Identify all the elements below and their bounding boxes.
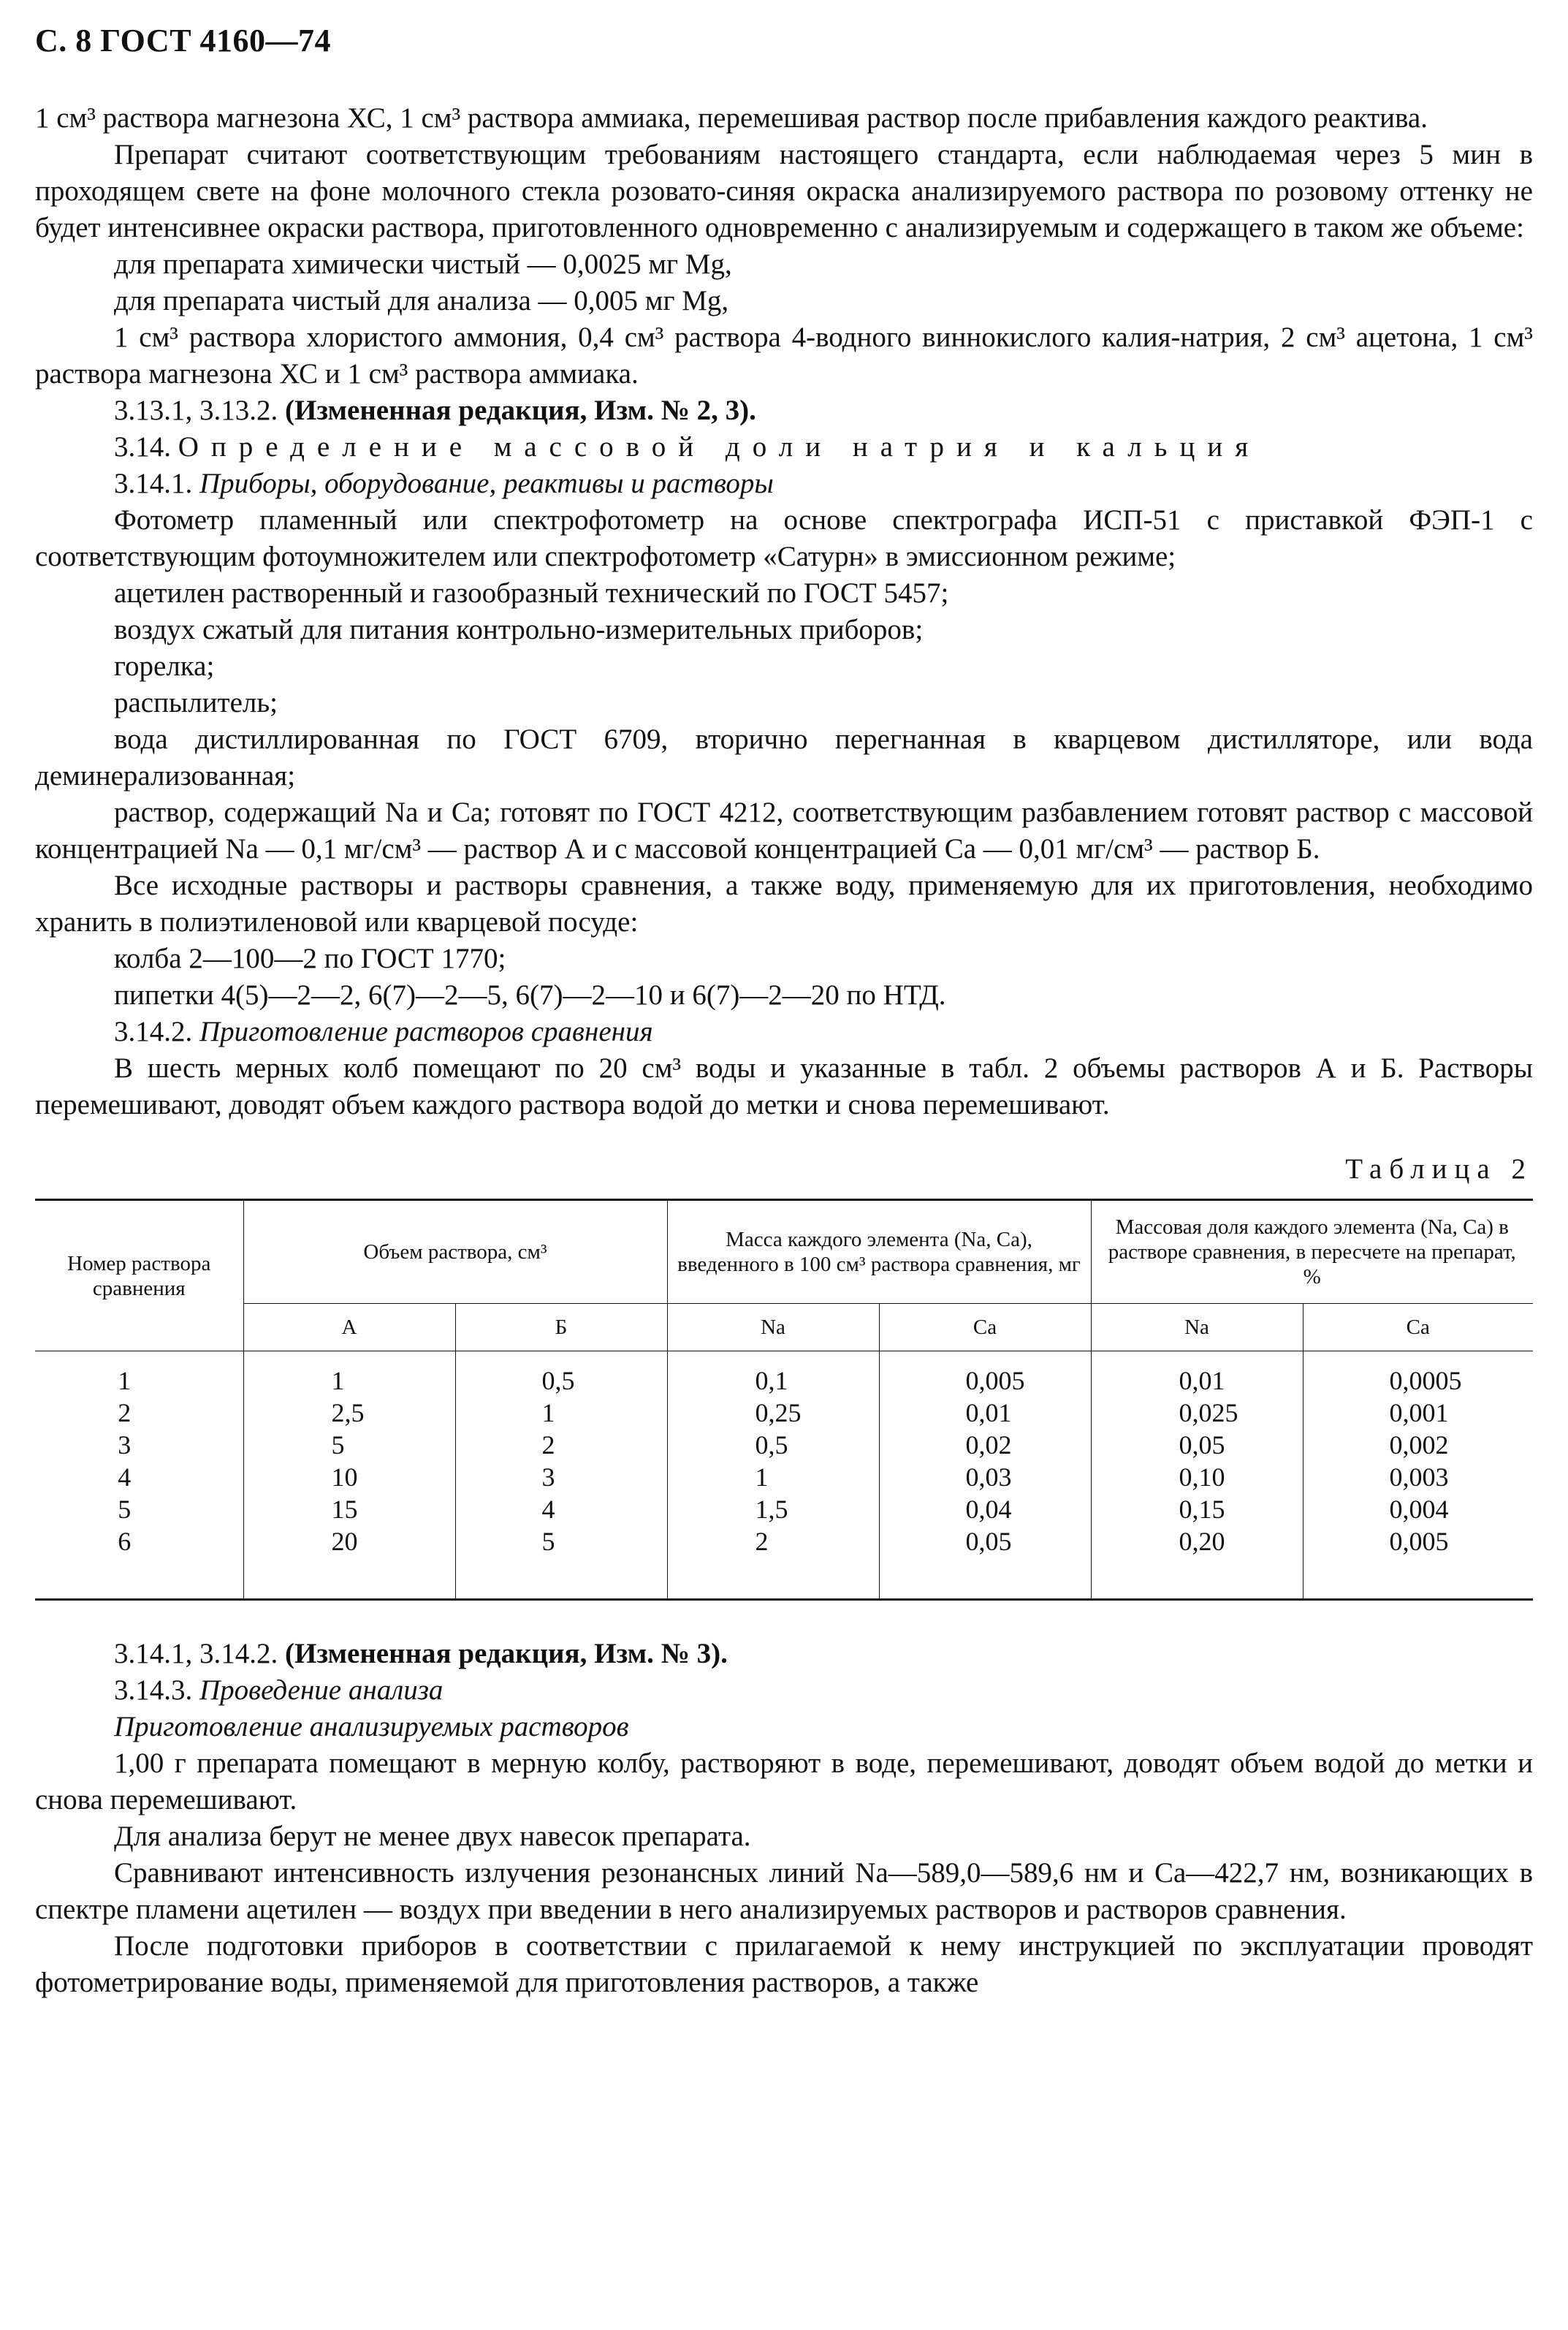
list-item: пипетки 4(5)—2—2, 6(7)—2—5, 6(7)—2—10 и 6(7)—2—20 по НТД. [114,979,946,1011]
table-cell: 1 [455,1397,667,1429]
table-cell: 4 [455,1493,667,1525]
table-cell: 0,5 [667,1429,879,1461]
column-header-volume: Объем раствора, см³ [243,1200,667,1304]
subheader-na-mass: Na [667,1304,879,1351]
table-row [35,1351,1533,1397]
table-cell: 5 [118,1495,132,1524]
section-number: 3.14. [114,431,178,463]
document-page [35,22,1533,2001]
paragraph: Для анализа берут не менее двух навесок препарата. [114,1821,751,1852]
section-number: 3.14.3. [114,1674,199,1706]
table-cell: 0,05 [1091,1429,1303,1461]
table-cell: 0,01 [1091,1351,1303,1397]
section-number: 3.14.1, 3.14.2. [114,1638,285,1669]
table-cell: 0,001 [1303,1397,1533,1429]
table-cell: 2,5 [243,1397,455,1429]
subsection-heading [35,1672,1533,1709]
table-cell: 10 [243,1461,455,1493]
subheader-a: А [243,1304,455,1351]
table-row [35,1397,1533,1429]
subheader-ca-fraction: Ca [1303,1304,1533,1351]
paragraph: Все исходные растворы и растворы сравнения, а также воду, применяемую для их приготовления, необходимо хранить в полиэтиленовой или кварцевой посуде: [35,870,1533,938]
list-item: для препарата чистый для анализа — 0,005 мг Mg, [114,285,729,316]
table-cell: 0,15 [1091,1493,1303,1525]
paragraph: В шесть мерных колб помещают по 20 см³ воды и указанные в табл. 2 объемы растворов А и Б. Растворы перемешивают, доводят объем каждого раствора водой до метки и снова перемешивают. [35,1052,1533,1120]
table-cell: 0,01 [879,1397,1091,1429]
table-cell: 0,004 [1303,1493,1533,1525]
paragraph: 1 см³ раствора хлористого аммония, 0,4 см³ раствора 4-водного виннокислого калия-натрия, 2 см³ ацетона, 1 см³ раствора магнезона ХС и 1 см³ раствора аммиака. [35,322,1533,390]
paragraph: 1,00 г препарата помещают в мерную колбу, растворяют в воде, перемешивают, доводят объем водой до метки и снова перемешивают. [35,1748,1533,1815]
table-cell: 20 [243,1525,455,1600]
edit-note-text: (Измененная редакция, Изм. № 2, 3). [285,395,756,426]
table-row [35,1429,1533,1461]
paragraph: 1 см³ раствора магнезона ХС, 1 см³ раствора аммиака, перемешивая раствор после прибавления каждого реактива. [35,102,1428,134]
table-cell: 2 [667,1525,879,1600]
column-header-mass: Масса каждого элемента (Na, Ca), введенного в 100 см³ раствора сравнения, мг [667,1200,1091,1304]
table-caption: Таблица 2 [1345,1153,1533,1185]
table-cell: 0,5 [455,1351,667,1397]
table-cell: 5 [455,1525,667,1600]
table-cell: 0,25 [667,1397,879,1429]
table-cell: 0,0005 [1303,1351,1533,1397]
table-cell: 0,005 [879,1351,1091,1397]
subheading: Приготовление анализируемых растворов [114,1711,629,1742]
table-cell: 2 [455,1429,667,1461]
paragraph: Сравнивают интенсивность излучения резонансных линий Na—589,0—589,6 нм и Ca—422,7 нм, возникающих в спектре пламени ацетилен — воздух при введении в него анализируемых растворов и растворов сравнения. [35,1857,1533,1925]
section-title: Определение массовой доли натрия и кальция [178,431,1261,463]
paragraph: Препарат считают соответствующим требованиям настоящего стандарта, если наблюдаемая через 5 мин в проходящем свете на фоне молочного стекла розовато-синяя окраска анализируемого раствора по розовому оттенку не будет интенсивнее окраски раствора, приготовленного одновременно с анализируемым и содержащего в таком же объеме: [35,139,1533,243]
list-item: ацетилен растворенный и газообразный технический по ГОСТ 5457; [114,577,949,609]
table-cell: 0,002 [1303,1429,1533,1461]
table-row [35,1493,1533,1525]
subheader-ca-mass: Ca [879,1304,1091,1351]
table-cell: 0,02 [879,1429,1091,1461]
table-cell: 0,05 [879,1525,1091,1600]
table-cell: 0,1 [667,1351,879,1397]
table-row [35,1525,1533,1600]
column-header-fraction: Массовая доля каждого элемента (Na, Ca) в растворе сравнения, в пересчете на препарат, % [1091,1200,1533,1304]
list-item: горелка; [114,650,215,682]
table-cell: 0,003 [1303,1461,1533,1493]
list-item: воздух сжатый для питания контрольно-измерительных приборов; [114,614,924,645]
table-cell: 1 [667,1461,879,1493]
table-cell: 1 [243,1351,455,1397]
subheader-na-fraction: Na [1091,1304,1303,1351]
table-cell: 0,20 [1091,1525,1303,1600]
section-title: Приборы, оборудование, реактивы и растворы [199,468,774,499]
edit-note [35,392,1533,429]
table-cell: 4 [118,1462,132,1492]
table-cell: 15 [243,1493,455,1525]
column-header-number: Номер раствора сравнения [35,1200,243,1351]
paragraph: После подготовки приборов в соответствии с прилагаемой к нему инструкцией по эксплуатации проводят фотометрирование воды, применяемой для приготовления растворов, а также [35,1930,1533,1998]
table-cell: 0,005 [1303,1525,1533,1600]
section-title: Проведение анализа [199,1674,444,1706]
table-2 [35,1199,1533,1601]
section-heading [35,429,1533,466]
edit-note [35,1636,1533,1672]
table-cell: 5 [243,1429,455,1461]
paragraph: Фотометр пламенный или спектрофотометр на основе спектрографа ИСП-51 с приставкой ФЭП-1 с соответствующим фотоумножителем или спектрофотометр «Сатурн» в эмиссионном режиме; [35,504,1533,572]
table-cell: 3 [455,1461,667,1493]
list-item: колба 2—100—2 по ГОСТ 1770; [114,943,506,974]
paragraph: вода дистиллированная по ГОСТ 6709, вторично перегнанная в кварцевом дистилляторе, или вода деминерализованная; [35,724,1533,792]
table-cell: 6 [118,1527,132,1556]
table-cell: 2 [118,1398,132,1427]
list-item: для препарата химически чистый — 0,0025 мг Mg, [114,248,732,280]
section-number: 3.13.1, 3.13.2. [114,395,285,426]
table-cell: 0,025 [1091,1397,1303,1429]
table-cell: 0,10 [1091,1461,1303,1493]
table-cell: 1 [118,1366,132,1395]
page-header: С. 8 ГОСТ 4160—74 [35,23,332,58]
subheader-b: Б [455,1304,667,1351]
table-cell: 0,04 [879,1493,1091,1525]
paragraph: раствор, содержащий Na и Ca; готовят по ГОСТ 4212, соответствующим разбавлением готовят раствор с массовой концентрацией Na — 0,1 мг/см³ — раствор А и с массовой концентрацией Ca — 0,01 мг/см³ — раствор Б. [35,797,1533,865]
section-number: 3.14.2. [114,1016,199,1047]
subsection-heading [35,466,1533,502]
table-row [35,1461,1533,1493]
subsection-heading [35,1014,1533,1050]
table-cell: 0,03 [879,1461,1091,1493]
section-number: 3.14.1. [114,468,199,499]
table-cell: 1,5 [667,1493,879,1525]
edit-note-text: (Измененная редакция, Изм. № 3). [285,1638,728,1669]
section-title: Приготовление растворов сравнения [199,1016,653,1047]
table-cell: 3 [118,1430,132,1460]
list-item: распылитель; [114,687,278,718]
